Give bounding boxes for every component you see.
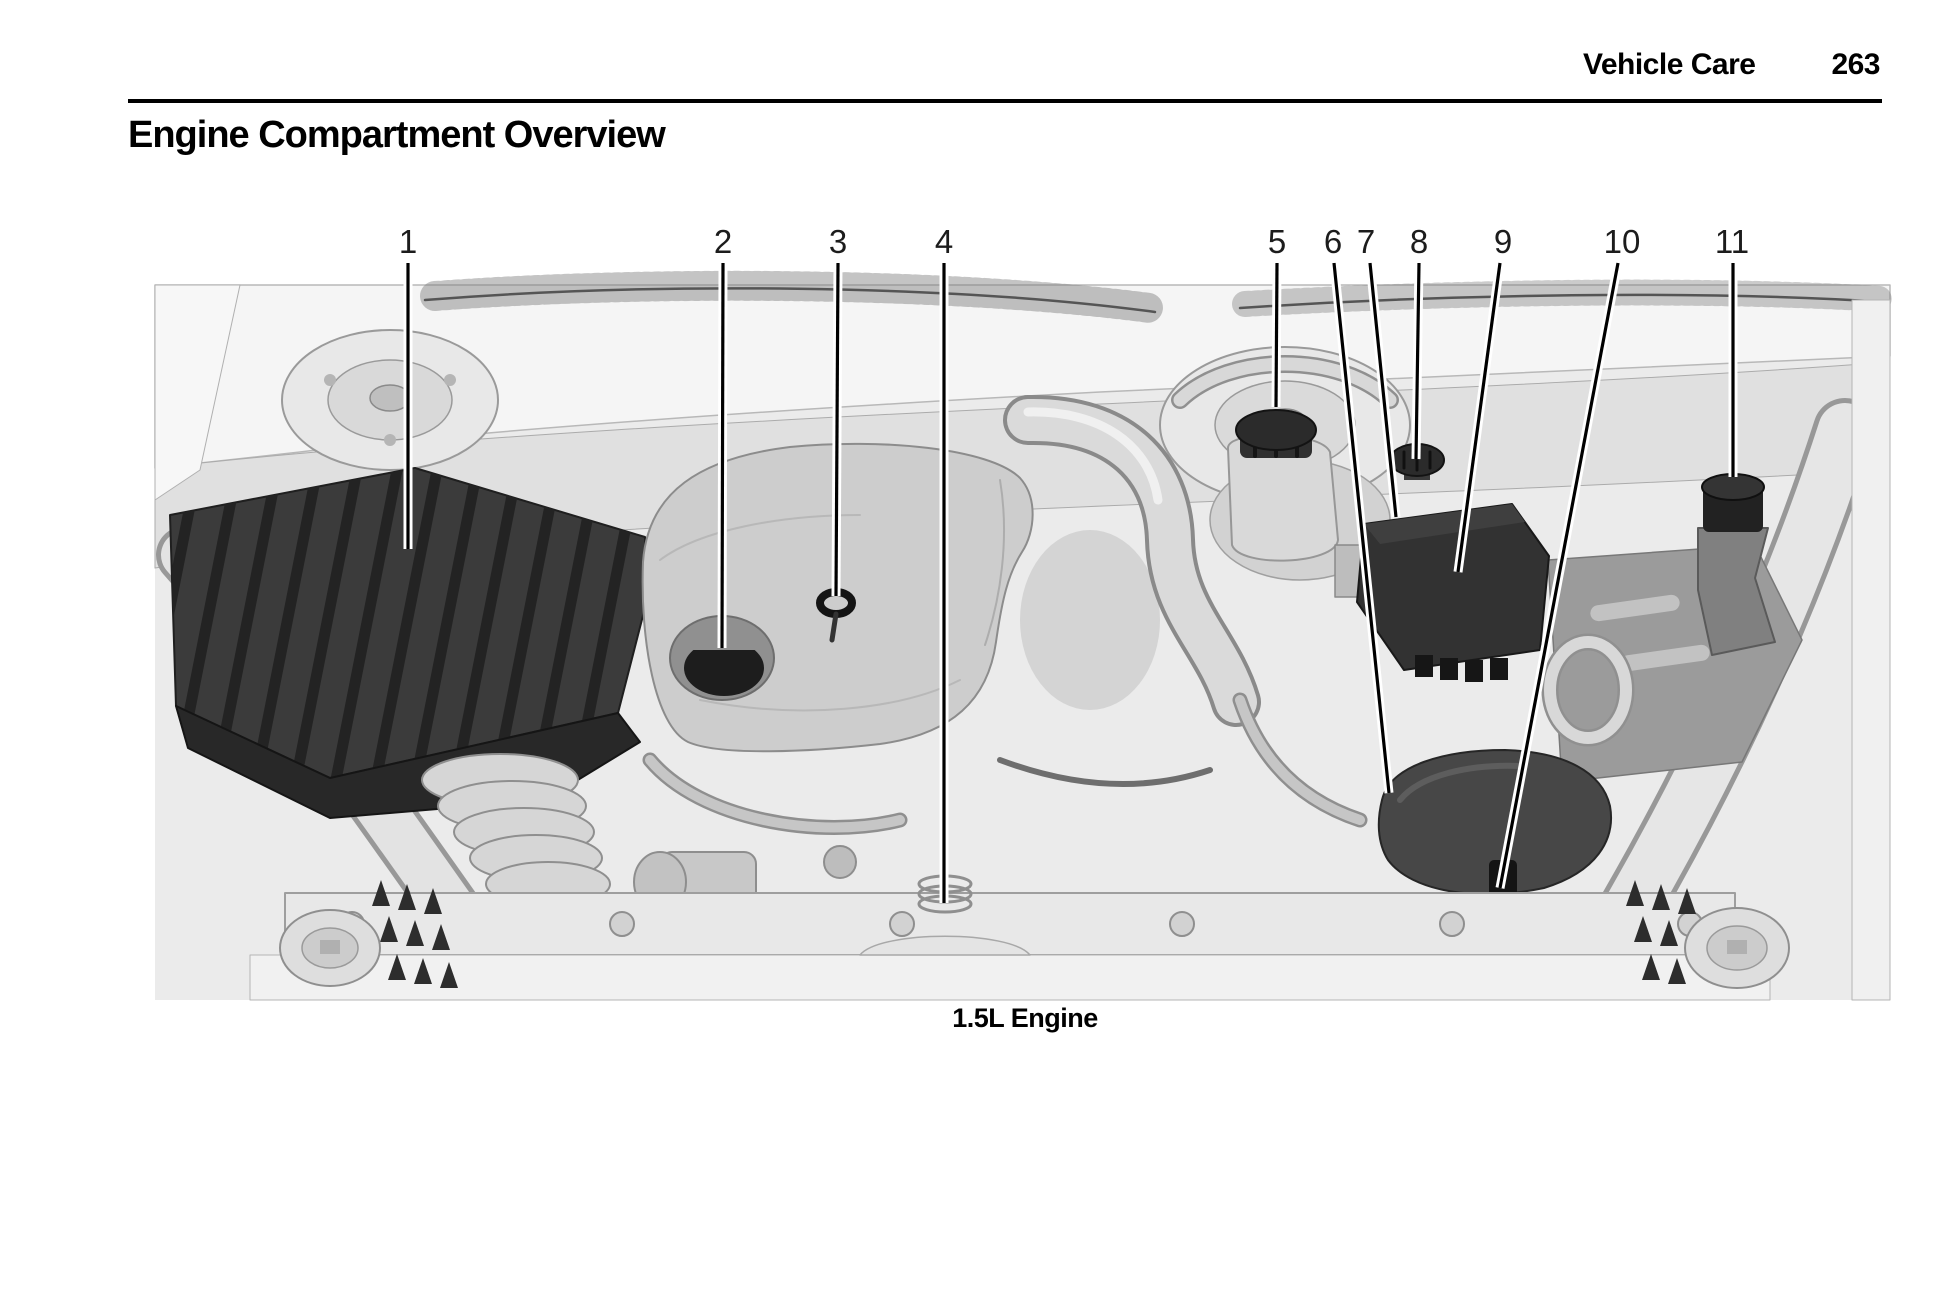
callout-number-6: 6 — [1323, 223, 1343, 260]
callout-number-1: 1 — [398, 223, 418, 260]
callout-number-4: 4 — [934, 223, 954, 260]
figure-caption: 1.5L Engine — [952, 1003, 1098, 1033]
callout-line-5 — [1276, 263, 1277, 407]
engine-compartment-figure — [130, 180, 1920, 1040]
page-header — [128, 48, 1880, 82]
section-title: Vehicle Care — [1582, 48, 1756, 81]
figure-container — [130, 180, 1920, 1040]
callout-number-8: 8 — [1409, 223, 1429, 260]
callout-number-10: 10 — [1603, 223, 1641, 260]
engine-bay-art — [130, 285, 1890, 1000]
callout-number-9: 9 — [1493, 223, 1513, 260]
strut-tower-left-art — [282, 330, 498, 470]
header-rule — [128, 99, 1882, 103]
callout-line-2 — [722, 263, 723, 648]
motor-mount-left-art — [280, 910, 380, 986]
callout-number-3: 3 — [828, 223, 848, 260]
page-number: 263 — [1831, 48, 1880, 81]
callout-line-3 — [836, 263, 838, 596]
crossmember-art — [250, 876, 1770, 1000]
callout-number-11: 11 — [1714, 223, 1750, 260]
callout-numbers — [399, 223, 1749, 260]
heat-shield-art — [1020, 530, 1160, 710]
page-title: Engine Compartment Overview — [128, 114, 665, 156]
callout-number-7: 7 — [1356, 223, 1376, 260]
motor-mount-right-art — [1685, 908, 1789, 988]
callout-number-2: 2 — [713, 223, 733, 260]
callout-number-5: 5 — [1267, 223, 1287, 260]
